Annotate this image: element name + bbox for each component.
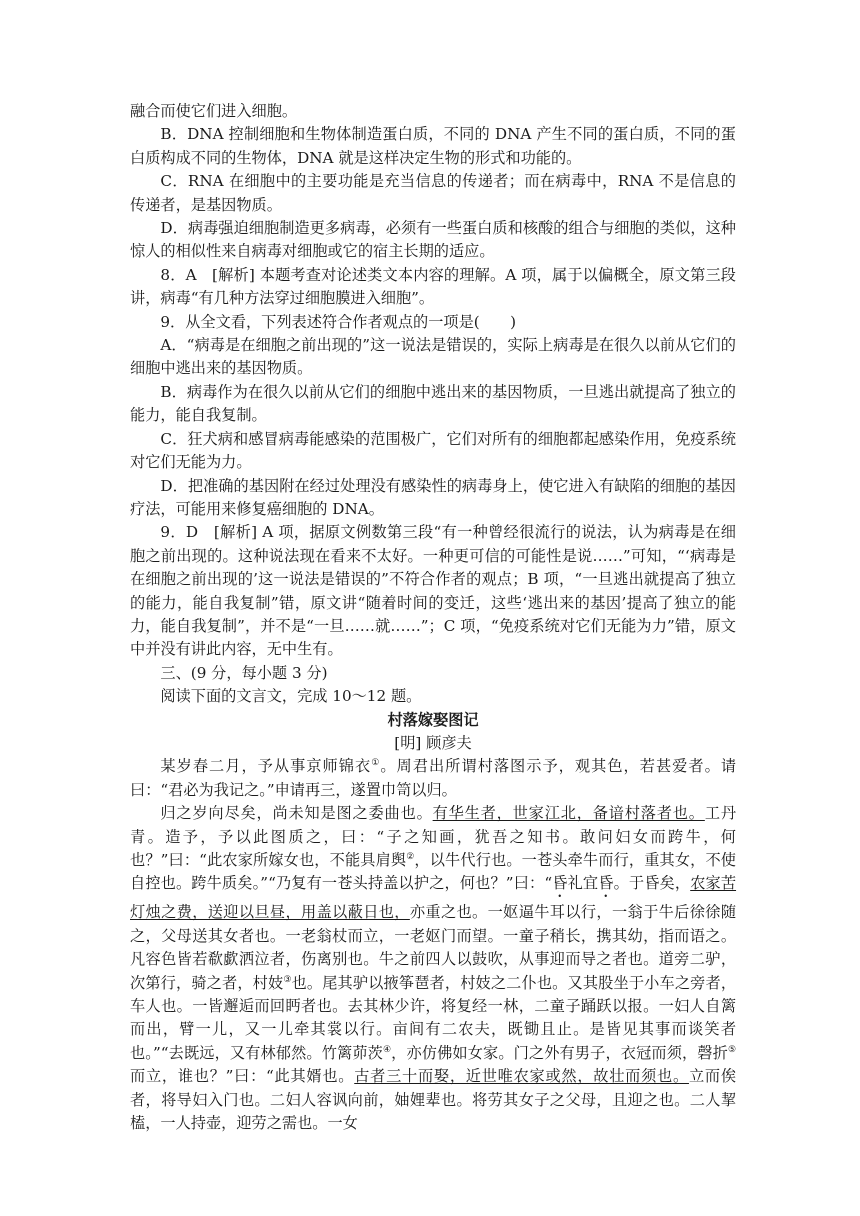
option-b-old: B．DNA 控制细胞和生物体制造蛋白质，不同的 DNA 产生不同的蛋白质，不同的蛋白质构成不同的生物体，DNA 就是这样决定生物的形式和功能的。 <box>130 125 736 167</box>
option-d-old: D．病毒强迫细胞制造更多病毒，必须有一些蛋白质和核酸的组合与细胞的类似，这种惊人的相似性来自病毒对细胞或它的宿主长期的适应。 <box>130 219 736 261</box>
section-heading: 三、(9 分，每小题 3 分) <box>160 663 328 682</box>
question-9-option-c: C．狂犬病和感冒病毒能感染的范围极广，它们对所有的细胞都起感染作用，免疫系统对它们无能为力。 <box>130 429 736 472</box>
underlined-sentence-2: 农家苦灯烛之费，送迎以旦昼，用盖以蔽日也， <box>130 874 737 922</box>
footnote-marker: ③ <box>283 974 292 985</box>
text-run: 。周君出所谓村落图示予，观其色，若甚爱者。请曰：“君必为我记之。”申请再三，遂置巾笥以归。 <box>130 757 737 799</box>
footnote-marker: ② <box>406 851 415 862</box>
passage-paragraph-1 <box>130 755 736 802</box>
dotted-character: 昏 <box>552 874 568 893</box>
option-c-old: C．RNA 在细胞中的主要功能是充当信息的传递者；而在病毒中，RNA 不是信息的传递者，是基因物质。 <box>130 172 736 214</box>
text-run: 归之岁向尽矣，尚未知是图之委曲也。 <box>160 804 433 823</box>
question-9-option-d: D．把准确的基因附在经过处理没有感染性的病毒身上，使它进入有缺陷的细胞的基因疗法，可能用来修复癌细胞的 DNA。 <box>130 476 736 518</box>
question-9-option-a: A．“病毒是在细胞之前出现的”这一说法是错误的，实际上病毒是在很久以前从它们的细胞中逃出来的基因物质。 <box>130 336 736 378</box>
dotted-character: 昏 <box>598 874 614 893</box>
footnote-marker: ④ <box>382 1044 392 1055</box>
answer-8: 8．A [解析] 本题考查对论述类文本内容的理解。A 项，属于以偏概全，原文第三段讲，病毒“有几种方法穿过细胞膜进入细胞”。 <box>130 265 736 308</box>
passage-title: 村落嫁娶图记 <box>387 710 479 729</box>
footnote-marker: ⑤ <box>727 1044 737 1055</box>
text-run: ，亦仿佛如女家。门之外有男子，衣冠而须，磬折 <box>391 1043 728 1062</box>
text-run: 亦重之也。一妪逼牛耳以行，一翁于牛后徐徐随之，父母送其女者也。一老翁杖而立，一老妪门而望。一童子稍长，携其幼，指而语之。凡容色皆若欷歔洒泣者，伤离别也。牛之前四人以鼓吹，从事迎而导之者也。道旁二驴，次第行，骑之者，村妓 <box>130 903 737 992</box>
section-instruction: 阅读下面的文言文，完成 10～12 题。 <box>160 687 422 706</box>
text-run: 。于昏矣， <box>613 874 691 893</box>
text-run: 而立，谁也？”曰：“此其婿也。 <box>130 1067 355 1086</box>
text-run: ，以牛代行也。一苍头牵牛而行，重其女，不使自控也。跨牛质矣。”“乃复有一苍头持盖以护之，何也？”曰：“ <box>130 851 736 893</box>
answer-9: 9．D [解析] A 项，据原文例数第三段“有一种曾经很流行的说法，认为病毒是在细胞之前出现的。这种说法现在看来不太好。一种更可信的可能性是说……”可知，“‘病毒是在细胞之前出现的’这一说法是错误的”不符合作者的观点；B 项，“一旦逃出就提高了独立的能力，能自我复制”错，原文讲“随着时间的变迁，这些‘逃出来的基因’提高了独立的能力，能自我复制”，并不是“一旦……就……”；C 项，“免疫系统对它们无能为力”错，原文中并没有讲此内容，无中生有。 <box>130 523 736 659</box>
passage-paragraph-2 <box>130 802 736 1135</box>
text-run: 某岁春二月，予从事京师锦衣 <box>160 757 372 776</box>
passage-author: [明] 顾彦夫 <box>394 733 472 752</box>
underlined-sentence-1: 有华生者，世家江北，备谙村落者也。 <box>432 804 705 823</box>
footnote-marker: ① <box>371 758 381 769</box>
text-line: 融合而使它们进入细胞。 <box>130 102 298 120</box>
underlined-sentence-3: 古者三十而娶，近世唯农家或然，故壮而须也。 <box>354 1067 689 1086</box>
text-run: 立而俟者，将导妇入门也。二妇人容讽向前，妯娌辈也。将劳其女子之父母，且迎之也。二人挈榼，一人持壶，迎劳之需也。一女 <box>130 1067 737 1133</box>
text-run: 礼宜 <box>567 874 599 893</box>
text-run: 也。尾其驴以掖筝琶者，村妓之二仆也。又其股坐于小车之旁者，车人也。一皆邂逅而回眄者也。去其林少许，将复经一林，二童子踊跃以报。一妇人自篱而出，臂一儿，又一儿牵其裳以行。亩间有二农夫，既锄且止。是皆见其事而谈笑者也。”“去既远，又有林郁然。竹篱茆茨 <box>130 973 737 1062</box>
text-run: 工丹青。造予，予以此图质之，曰：“子之知画，犹吾之知书。敢问妇女而跨牛，何也？”曰：“此农家所嫁女也，不能具肩舆 <box>130 804 737 869</box>
question-9: 9．从全文看，下列表述符合作者观点的一项是( ) <box>160 312 517 331</box>
question-9-option-b: B．病毒作为在很久以前从它们的细胞中逃出来的基因物质，一旦逃出就提高了独立的能力，能自我复制。 <box>130 382 736 425</box>
